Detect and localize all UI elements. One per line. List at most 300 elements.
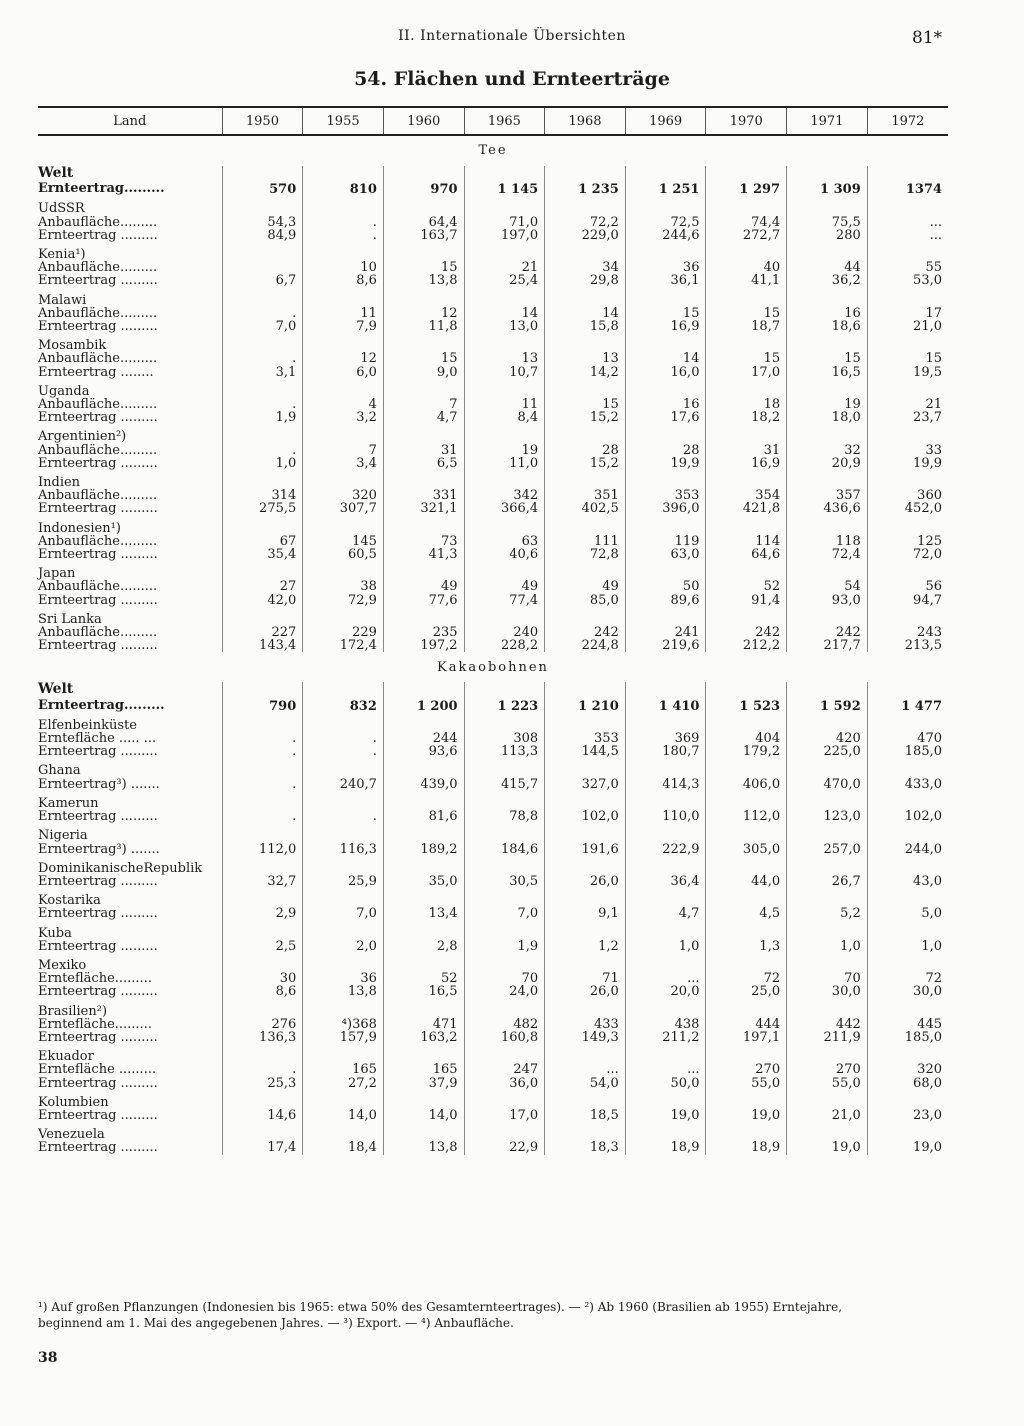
value-cell: 72,9 [303,594,384,607]
value-cell [464,430,545,443]
value-cell: 14 [545,307,626,320]
value-cell [787,430,868,443]
metric-label: Anbaufläche......... [38,260,158,276]
metric-row [38,411,948,424]
value-cell [222,829,303,842]
metric-row [38,907,948,920]
value-cell: 570 [222,181,303,196]
value-cell [383,166,464,181]
value-cell [867,829,948,842]
footnotes [38,1299,958,1331]
value-cell [222,339,303,352]
value-cell: 15 [383,261,464,274]
country-name: Welt [38,681,74,698]
column-header-year: 1968 [545,107,626,135]
value-cell [545,294,626,307]
value-cell: 145 [303,535,384,548]
value-cell: 189,2 [383,843,464,856]
country-name: Kamerun [38,795,99,811]
value-cell: 18,0 [787,411,868,424]
metric-label: Anbaufläche......... [38,305,158,321]
value-cell: . [222,810,303,823]
country-name: Kostarika [38,893,101,909]
value-cell: 184,6 [464,843,545,856]
value-cell: 19,0 [706,1109,787,1122]
value-cell: 118 [787,535,868,548]
value-cell: 18,9 [625,1141,706,1154]
metric-row [38,594,948,607]
value-cell [545,682,626,697]
country-row [38,430,948,443]
value-cell: 244 [383,732,464,745]
value-cell: 1 210 [545,698,626,713]
value-cell [545,764,626,777]
value-cell: 19 [464,444,545,457]
value-cell: 15 [545,398,626,411]
value-cell: 6,7 [222,274,303,287]
country-name: Venezuela [38,1127,105,1143]
value-cell: 5,0 [867,907,948,920]
value-cell: 28 [625,444,706,457]
value-cell [222,862,303,875]
value-cell: 15 [867,352,948,365]
value-cell: 18 [706,398,787,411]
value-cell: 40 [706,261,787,274]
value-cell: 25,9 [303,875,384,888]
value-cell: 404 [706,732,787,745]
value-cell: 18,4 [303,1141,384,1154]
value-cell [303,719,384,732]
value-cell: 9,0 [383,366,464,379]
value-cell [545,202,626,215]
country-row [38,1005,948,1018]
metric-label: Ernteertrag ......... [38,873,158,889]
value-cell [464,927,545,940]
metric-label: Erntefläche ......... [38,1062,157,1078]
value-cell: 56 [867,580,948,593]
value-cell: 36 [625,261,706,274]
value-cell: 172,4 [303,639,384,652]
metric-label: Anbaufläche......... [38,488,158,504]
value-cell: 26,0 [545,985,626,998]
country-name: Sri Lanka [38,611,102,627]
value-cell: 93,0 [787,594,868,607]
value-cell: 37,9 [383,1077,464,1090]
value-cell [787,927,868,940]
value-cell: 1 145 [464,181,545,196]
value-cell: 227 [222,626,303,639]
value-cell [464,862,545,875]
value-cell [383,927,464,940]
value-cell: 229,0 [545,229,626,242]
value-cell: 406,0 [706,778,787,791]
metric-label: Ernteertrag ......... [38,455,158,471]
value-cell: 211,9 [787,1031,868,1044]
value-cell: 18,3 [545,1141,626,1154]
value-cell: 257,0 [787,843,868,856]
metric-row [38,444,948,457]
value-cell: 60,5 [303,548,384,561]
value-cell [787,1005,868,1018]
value-cell: 212,2 [706,639,787,652]
country-row [38,797,948,810]
value-cell: 19,0 [787,1141,868,1154]
value-cell: 13,8 [303,985,384,998]
value-cell: 471 [383,1018,464,1031]
value-cell: 12 [383,307,464,320]
value-cell [545,166,626,181]
value-cell: 54,3 [222,216,303,229]
value-cell: 15,8 [545,320,626,333]
metric-row [38,972,948,985]
value-cell: 421,8 [706,502,787,515]
country-row [38,1096,948,1109]
value-cell: 25,0 [706,985,787,998]
value-cell [303,202,384,215]
value-cell [383,764,464,777]
value-cell [383,202,464,215]
value-cell: 102,0 [545,810,626,823]
value-cell: 470 [867,732,948,745]
country-name: Nigeria [38,828,88,844]
value-cell [706,1005,787,1018]
value-cell [625,294,706,307]
value-cell [787,522,868,535]
country-row [38,959,948,972]
value-cell [222,764,303,777]
country-name: Welt [38,164,74,181]
value-cell: 12 [303,352,384,365]
value-cell: 320 [303,489,384,502]
value-cell [706,1096,787,1109]
value-cell: 144,5 [545,745,626,758]
value-cell: 320 [867,1063,948,1076]
value-cell [303,862,384,875]
value-cell: 14,6 [222,1109,303,1122]
value-cell: 3,2 [303,411,384,424]
metric-row [38,639,948,652]
value-cell: 1,3 [706,940,787,953]
value-cell: 23,7 [867,411,948,424]
value-cell: ... [625,1063,706,1076]
value-cell: 19,5 [867,366,948,379]
value-cell: 17,0 [464,1109,545,1122]
value-cell: 402,5 [545,502,626,515]
value-cell: 116,3 [303,843,384,856]
value-cell: 31 [706,444,787,457]
value-cell: 444 [706,1018,787,1031]
value-cell: 110,0 [625,810,706,823]
value-cell: 13,8 [383,1141,464,1154]
metric-label: Ernteertrag ......... [38,1075,158,1091]
value-cell: 436,6 [787,502,868,515]
value-cell: 18,7 [706,320,787,333]
value-cell: 185,0 [867,1031,948,1044]
value-cell: 36 [303,972,384,985]
value-cell: 33 [867,444,948,457]
metric-row [38,732,948,745]
value-cell: 78,8 [464,810,545,823]
country-name: Ekuador [38,1049,94,1065]
value-cell [706,764,787,777]
value-cell [545,430,626,443]
value-cell [787,166,868,181]
column-header-year: 1955 [303,107,384,135]
value-cell: 53,0 [867,274,948,287]
value-cell: 70 [464,972,545,985]
value-cell: 21,0 [787,1109,868,1122]
value-cell [303,522,384,535]
value-cell: . [222,307,303,320]
value-cell [867,202,948,215]
value-cell: 143,4 [222,639,303,652]
metric-label: Ernteertrag³) ....... [38,776,160,792]
value-cell: 77,4 [464,594,545,607]
value-cell [867,682,948,697]
value-cell: 185,0 [867,745,948,758]
value-cell [464,522,545,535]
country-name: DominikanischeRepublik [38,860,203,876]
value-cell: 113,3 [464,745,545,758]
value-cell: 244,6 [625,229,706,242]
value-cell: 54 [787,580,868,593]
value-cell: 213,5 [867,639,948,652]
country-row [38,522,948,535]
value-cell [464,764,545,777]
value-cell: 40,6 [464,548,545,561]
column-header-year: 1971 [787,107,868,135]
value-cell [222,682,303,697]
metric-row [38,502,948,515]
value-cell: 14,2 [545,366,626,379]
metric-row [38,398,948,411]
value-cell: 342 [464,489,545,502]
running-head: II. Internationale Übersichten [398,28,626,44]
value-cell: 49 [464,580,545,593]
value-cell: 414,3 [625,778,706,791]
value-cell: 114 [706,535,787,548]
value-cell: ... [867,216,948,229]
section-title: Tee [478,143,508,159]
value-cell: 219,6 [625,639,706,652]
value-cell: 2,5 [222,940,303,953]
metric-row [38,489,948,502]
value-cell: 89,6 [625,594,706,607]
value-cell: 30 [222,972,303,985]
country-name: Brasilien²) [38,1003,108,1019]
value-cell: 482 [464,1018,545,1031]
footer-page-number: 38 [38,1350,58,1366]
section-title: Kakaobohnen [437,659,549,675]
value-cell: 217,7 [787,639,868,652]
value-cell [464,829,545,842]
value-cell: 44,0 [706,875,787,888]
value-cell: 10 [303,261,384,274]
value-cell: 24,0 [464,985,545,998]
metric-row [38,548,948,561]
value-cell: 197,1 [706,1031,787,1044]
value-cell: 30,0 [867,985,948,998]
metric-label: Ernteertrag......... [38,697,165,713]
footnote-line: beginnend am 1. Mai des angegebenen Jahres. — ³) Export. — ⁴) Anbaufläche. [38,1316,514,1330]
value-cell: 1 309 [787,181,868,196]
value-cell [706,430,787,443]
value-cell [222,430,303,443]
value-cell [383,862,464,875]
value-cell: 64,4 [383,216,464,229]
value-cell [625,764,706,777]
value-cell [222,166,303,181]
metric-row [38,1141,948,1154]
value-cell [867,166,948,181]
value-cell: 49 [545,580,626,593]
value-cell: ⁴)368 [303,1018,384,1031]
value-cell [222,719,303,732]
value-cell: 8,6 [303,274,384,287]
value-cell: 243 [867,626,948,639]
value-cell: 31 [383,444,464,457]
country-name: Elfenbeinküste [38,717,137,733]
value-cell: . [222,745,303,758]
value-cell: 351 [545,489,626,502]
value-cell [867,294,948,307]
value-cell: 2,9 [222,907,303,920]
value-cell [706,294,787,307]
value-cell: 102,0 [867,810,948,823]
column-header-year: 1970 [706,107,787,135]
value-cell: 19,9 [625,457,706,470]
value-cell: 15 [706,307,787,320]
value-cell: 73 [383,535,464,548]
value-cell: 55,0 [706,1077,787,1090]
metric-label: Ernteertrag ......... [38,984,158,1000]
value-cell: 2,8 [383,940,464,953]
value-cell: 11 [464,398,545,411]
value-cell: . [303,216,384,229]
value-cell: 1 223 [464,698,545,713]
value-cell: 354 [706,489,787,502]
value-cell: 16,0 [625,366,706,379]
value-cell: 224,8 [545,639,626,652]
value-cell: 7,0 [464,907,545,920]
value-cell: 15 [625,307,706,320]
value-cell: 2,0 [303,940,384,953]
value-cell: 1 592 [787,698,868,713]
value-cell: 180,7 [625,745,706,758]
metric-label: Anbaufläche......... [38,579,158,595]
country-name: Indien [38,475,81,491]
value-cell: . [222,398,303,411]
value-cell [303,764,384,777]
value-cell: 20,9 [787,457,868,470]
value-cell: 26,0 [545,875,626,888]
value-cell: 14,0 [383,1109,464,1122]
value-cell: 270 [706,1063,787,1076]
value-cell: 1,0 [625,940,706,953]
value-cell [545,927,626,940]
value-cell [867,522,948,535]
value-cell: 15 [383,352,464,365]
metric-row [38,698,948,713]
metric-row [38,843,948,856]
value-cell: 369 [625,732,706,745]
value-cell: 72,0 [867,548,948,561]
page-number: 81* [912,28,943,48]
value-cell [222,797,303,810]
value-cell: 18,2 [706,411,787,424]
value-cell: 72 [706,972,787,985]
value-cell [222,522,303,535]
value-cell: 11,8 [383,320,464,333]
value-cell: 14,0 [303,1109,384,1122]
value-cell: 247 [464,1063,545,1076]
value-cell [625,829,706,842]
country-row [38,567,948,580]
value-cell: 308 [464,732,545,745]
metric-label: Ernteertrag ......... [38,227,158,243]
value-cell: 15 [706,352,787,365]
value-cell: 7,0 [222,320,303,333]
value-cell [625,682,706,697]
value-cell: 20,0 [625,985,706,998]
value-cell [787,294,868,307]
metric-label: Ernteertrag ......... [38,638,158,654]
value-cell: 11 [303,307,384,320]
value-cell: 35,4 [222,548,303,561]
value-cell: 55,0 [787,1077,868,1090]
value-cell [303,927,384,940]
value-cell: 396,0 [625,502,706,515]
value-cell: 42,0 [222,594,303,607]
value-cell [706,927,787,940]
value-cell: 1,0 [787,940,868,953]
metric-row [38,1031,948,1044]
value-cell: 44 [787,261,868,274]
value-cell: 36,1 [625,274,706,287]
section-header-row [38,135,948,166]
country-row [38,682,948,697]
country-row [38,1128,948,1141]
value-cell [545,1096,626,1109]
value-cell: 9,1 [545,907,626,920]
value-cell: 136,3 [222,1031,303,1044]
value-cell [706,166,787,181]
metric-label: Erntefläche......... [38,971,152,987]
value-cell: 14 [464,307,545,320]
metric-label: Ernteertrag ......... [38,1029,158,1045]
footnote-line: ¹) Auf großen Pflanzungen (Indonesien bis 1965: etwa 50% des Gesamternteertrages). — ²) Ab 1960 (Brasilien ab 1955) Erntejahre, [38,1300,843,1314]
value-cell: 119 [625,535,706,548]
value-cell: 77,6 [383,594,464,607]
table-title: 54. Flächen und Ernteerträge [354,68,670,90]
value-cell: 27 [222,580,303,593]
value-cell [625,166,706,181]
value-cell: 445 [867,1018,948,1031]
metric-label: Ernteertrag ......... [38,547,158,563]
section-header-row [38,652,948,682]
metric-label: Ernteertrag......... [38,181,165,197]
value-cell: 70 [787,972,868,985]
value-cell: 6,5 [383,457,464,470]
value-cell: 19,9 [867,457,948,470]
metric-label: Ernteertrag ......... [38,592,158,608]
metric-row [38,352,948,365]
value-cell: 72,8 [545,548,626,561]
value-cell: 7 [303,444,384,457]
value-cell [303,829,384,842]
value-cell: 242 [706,626,787,639]
value-cell: 17,4 [222,1141,303,1154]
